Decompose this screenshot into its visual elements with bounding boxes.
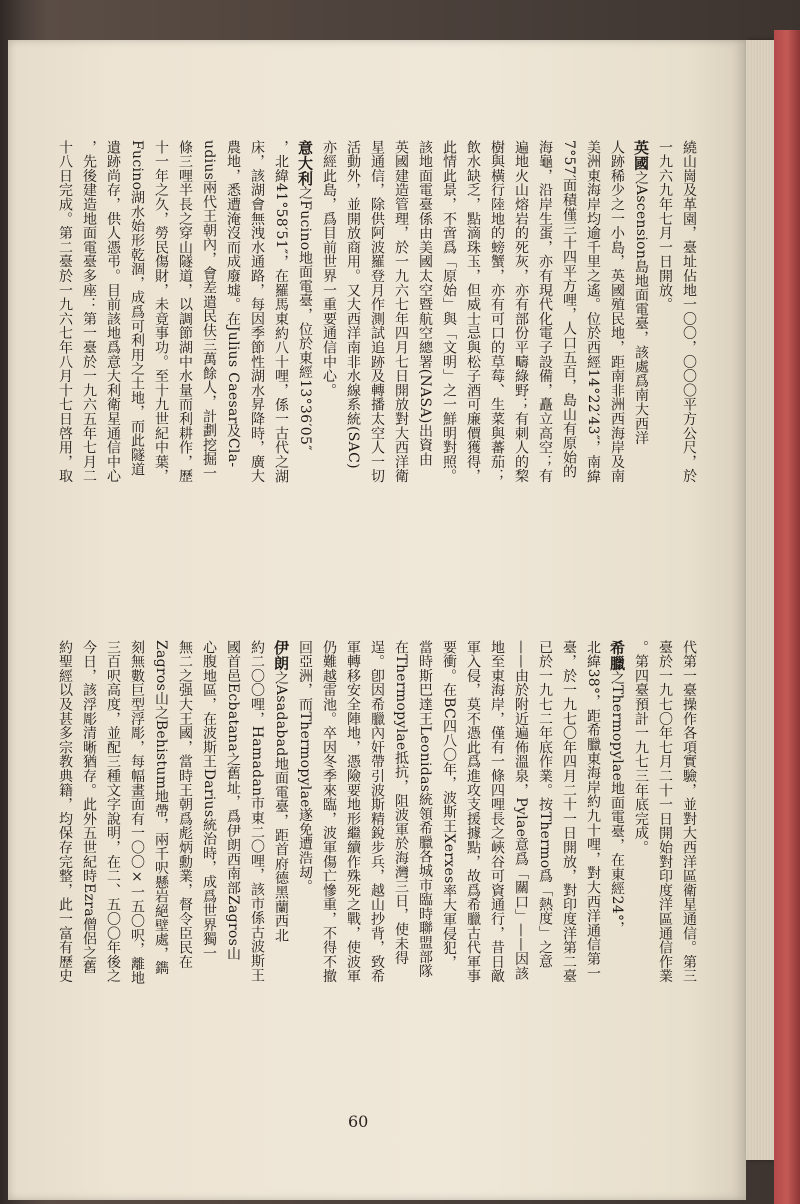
- column-text: Fucino湖水始形乾涸，成爲可利用之土地，而此隧道: [129, 140, 145, 477]
- column-text: 臺，於一九七〇年四月二十一日開放，對印度洋第二臺: [561, 640, 577, 984]
- column-text: 活動外，並開放商用。又大西洋南非水線系統(SAC): [345, 140, 361, 469]
- column-text: 床，該湖會無洩水通路，每因季節性湖水昇降時，廣大: [249, 140, 265, 484]
- column-text: 今日，該浮彫清晰猶存。此外五世紀時Ezra僧侶之舊: [81, 640, 97, 975]
- column-text: 國首邑Ecbatana之舊址，爲伊朗西南部Zagros山: [225, 640, 241, 961]
- book-cover-edge: [774, 30, 800, 1204]
- text-column: [608, 640, 626, 1100]
- text-block-bottom: [57, 640, 698, 1100]
- column-text: 地至東海岸，僅有一條四哩長之峽谷可資通行，昔日敵: [489, 640, 505, 984]
- column-text: 條三哩半長之穿山隧道，以調節湖中水量而利耕作，歷: [177, 140, 193, 484]
- text-column: [176, 140, 194, 620]
- column-text: 農地，悉遭淹沒而成廢墟。在Julius Caesar及Cla-: [225, 140, 241, 468]
- column-text: 此情此景，不啻爲「原始」與「文明」之一鮮明對照。: [441, 140, 457, 484]
- text-column: [56, 140, 74, 620]
- column-text: 7°57′面積僅三十四平方哩，人口五百，島山有原始的: [561, 140, 577, 479]
- column-text: 飲水缺乏，點滴珠玉，但威士忌與松子酒可廉價獲得，: [465, 140, 481, 484]
- text-column: [320, 640, 338, 1100]
- section-heading: 伊朗: [272, 640, 290, 671]
- text-column: [248, 640, 266, 1100]
- text-column: [632, 140, 650, 620]
- column-text: 要衝。在BC四八〇年，波斯王Xerxes率大軍侵犯，: [441, 640, 457, 970]
- text-column: [560, 640, 578, 1100]
- column-text: 代第一臺操作各項實驗，並對大西洋區衛星通信。第三: [681, 640, 697, 984]
- text-column: [104, 640, 122, 1100]
- text-column: [224, 640, 242, 1100]
- column-text: 逞。卽因希臘內奸帶引波斯精銳步兵，越山抄背，致希: [369, 640, 385, 984]
- text-column: [200, 140, 218, 620]
- column-text: 約聖經以及甚多宗教典籍，均保存完整，此一富有歷史: [57, 640, 73, 984]
- text-column: [416, 140, 434, 620]
- column-text: 回亞洲，而Thermopylae遂免遭浩刼。: [297, 640, 313, 894]
- text-column: [584, 640, 602, 1100]
- text-column: [392, 640, 410, 1100]
- text-column: [56, 640, 74, 1100]
- column-text: 亦經此島，爲目前世界一重要通信中心。: [321, 140, 337, 398]
- column-text: 遍地火山熔岩的死灰，亦有部份平疇綠野；有刺人的棃: [513, 140, 529, 484]
- section-heading: 意大利: [296, 140, 314, 186]
- text-column: [272, 140, 290, 620]
- column-text: 之Fucino地面電臺，位於東經13°36′05″: [297, 185, 313, 451]
- text-column: [152, 140, 170, 620]
- column-text: 十一年之久，勞民傷財，未竟事功。至十九世紀中葉，: [153, 140, 169, 484]
- column-text: 十八日完成。第二臺於一九六七年八月十七日啓用，取: [57, 140, 73, 484]
- text-column: [536, 640, 554, 1100]
- text-column: [368, 140, 386, 620]
- column-text: 該地面電臺係由美國太空暨航空總署(NASA)出資由: [417, 140, 433, 467]
- column-text: 約二〇〇哩，Hamadan市東二〇哩，該市係古波斯王: [249, 640, 265, 983]
- text-block-top: [57, 140, 698, 620]
- text-column: [368, 640, 386, 1100]
- column-text: Zagros山之Behistum地帶，兩千呎懸岩絕壁處，鐫: [153, 640, 169, 976]
- text-column: [104, 140, 122, 620]
- text-column: [488, 140, 506, 620]
- column-text: 遺跡尚存，供人憑弔。目前該地爲意大利衛星通信中心: [105, 140, 121, 484]
- text-column: [680, 140, 698, 620]
- text-column: [680, 640, 698, 1100]
- column-text: 繞山崗及革園，臺址佔地一〇〇，〇〇〇平方公尺，於: [681, 140, 697, 484]
- text-column: [440, 140, 458, 620]
- text-column: [488, 640, 506, 1100]
- column-text: 仍難越雷池。卒因冬季來臨，波軍傷亡慘重，不得不撤: [321, 640, 337, 984]
- column-text: 星通信，除供阿波羅登月作測試追跡及轉播太空人一切: [369, 140, 385, 484]
- column-text: 。第四臺預計一九七三年底完成。: [633, 640, 649, 855]
- book-page: [8, 40, 746, 1200]
- column-text: 在Thermopylae抵抗，阻波軍於海灣三日，使未得: [393, 640, 409, 966]
- text-column: [512, 140, 530, 620]
- text-column: [656, 140, 674, 620]
- column-text: 一九六九年七月一日開放。: [657, 140, 673, 312]
- text-column: [200, 640, 218, 1100]
- section-heading: 希臘: [608, 640, 626, 671]
- text-column: [632, 640, 650, 1100]
- column-text: 人跡稀少之一小島，英國殖民地，距南非洲西海岸及南: [609, 140, 625, 484]
- column-text: 之Asadabad地面電臺，距首府德黑蘭西北: [273, 670, 289, 943]
- column-text: 軍轉移安全陣地，憑險要地形繼續作殊死之戰，使波軍: [345, 640, 361, 984]
- column-text: 心腹地區，在波斯王Darius統治時，成爲世界獨一: [201, 640, 217, 961]
- column-text: udius兩代王朝內，會差遣民伕三萬餘人，計劃挖掘一: [201, 140, 217, 481]
- text-column: [536, 140, 554, 620]
- text-column: [320, 140, 338, 620]
- text-column: [272, 640, 290, 1100]
- text-column: [224, 140, 242, 620]
- text-column: [296, 140, 314, 620]
- column-text: 臺於一九七〇年七月二十一日開始對印度洋區通信作業: [657, 640, 673, 984]
- page-stack-edge: [746, 40, 774, 1160]
- column-text: 樹與橫行陸地的螃蟹，亦有可口的草莓、生菜與蕃茄；: [489, 140, 505, 484]
- text-column: [176, 640, 194, 1100]
- text-column: [344, 640, 362, 1100]
- text-column: [392, 140, 410, 620]
- text-column: [344, 140, 362, 620]
- text-column: [608, 140, 626, 620]
- column-text: 三百呎高度，並配三種文字說明，在二、五〇〇年後之: [105, 640, 121, 984]
- column-text: 當時斯巴達王Leonidas統領希臘各城市臨時聯盟部隊: [417, 640, 433, 979]
- column-text: ，先後建造地面電臺多座：第一臺於一九六五年七月二: [81, 140, 97, 484]
- text-column: [416, 640, 434, 1100]
- text-column: [584, 140, 602, 620]
- column-text: 之Thermopylae地面電臺，在東經24°，: [609, 670, 625, 936]
- column-text: 刻無數巨型浮彫，每幅畫面有一〇〇×一五〇呎，離地: [129, 640, 145, 986]
- text-column: [656, 640, 674, 1100]
- section-heading: 英國: [632, 140, 650, 171]
- text-column: [152, 640, 170, 1100]
- column-text: 北緯38°，距希臘東海岸約九十哩，對大西洋通信第一: [585, 640, 601, 981]
- column-text: 無二之强大王國，當時王朝爲彪炳勳業，督令臣民在: [177, 640, 193, 969]
- column-text: 之Ascension島地面電臺，該處爲南大西洋: [633, 170, 649, 446]
- text-column: [296, 640, 314, 1100]
- text-column: [128, 640, 146, 1100]
- column-text: 軍入侵，莫不憑此爲進攻支援據點，故爲希臘古代軍事: [465, 640, 481, 984]
- text-column: [248, 140, 266, 620]
- column-text: ，北緯41°58′51″，在羅馬東約八十哩，係一古代之湖: [273, 140, 289, 484]
- text-column: [512, 640, 530, 1100]
- column-text: 美洲東海岸均逾千里之遙。位於西經14°22′43″，南緯: [585, 140, 601, 484]
- column-text: 已於一九七二年底作業。按Thermo爲「熱度」之意: [537, 640, 553, 969]
- text-column: [464, 140, 482, 620]
- text-column: [80, 140, 98, 620]
- text-column: [560, 140, 578, 620]
- text-column: [464, 640, 482, 1100]
- text-column: [440, 640, 458, 1100]
- column-text: ——由於附近遍佈溫泉，Pylae意爲「關口」——因該: [513, 640, 529, 981]
- text-column: [80, 640, 98, 1100]
- column-text: 海龜，沿岸生蛋，亦有現代化電子設備，矗立高空；有: [537, 140, 553, 484]
- page-number: 60: [348, 1112, 369, 1131]
- text-column: [128, 140, 146, 620]
- column-text: 英國建造管理，於一九六七年四月七日開放對大西洋衛: [393, 140, 409, 484]
